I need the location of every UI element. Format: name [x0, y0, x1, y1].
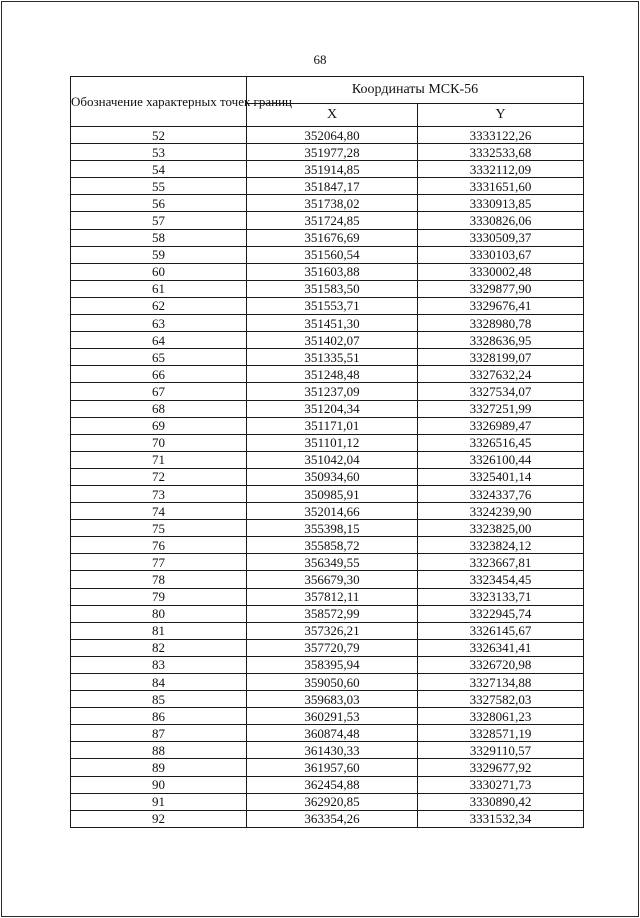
cell-point-number: 81: [71, 622, 247, 639]
cell-y: 3324337,76: [418, 485, 584, 502]
table-row: [71, 588, 584, 605]
table-row: [71, 434, 584, 451]
cell-x: 351914,85: [247, 161, 418, 178]
cell-x: 357720,79: [247, 639, 418, 656]
cell-x: 351204,34: [247, 400, 418, 417]
cell-y: 3329110,57: [418, 742, 584, 759]
table-row: [71, 485, 584, 502]
cell-point-number: 67: [71, 383, 247, 400]
table-body: [71, 127, 584, 828]
table-row: [71, 451, 584, 468]
cell-point-number: 89: [71, 759, 247, 776]
cell-x: 351603,88: [247, 263, 418, 280]
cell-point-number: 60: [71, 263, 247, 280]
cell-y: 3326989,47: [418, 417, 584, 434]
cell-x: 351101,12: [247, 434, 418, 451]
cell-point-number: 69: [71, 417, 247, 434]
table-row: [71, 195, 584, 212]
cell-point-number: 68: [71, 400, 247, 417]
cell-x: 351451,30: [247, 315, 418, 332]
cell-point-number: 92: [71, 810, 247, 827]
cell-point-number: 87: [71, 725, 247, 742]
cell-point-number: 61: [71, 280, 247, 297]
cell-point-number: 71: [71, 451, 247, 468]
cell-point-number: 83: [71, 656, 247, 673]
cell-point-number: 79: [71, 588, 247, 605]
cell-x: 351335,51: [247, 349, 418, 366]
cell-x: 352064,80: [247, 127, 418, 144]
cell-y: 3323133,71: [418, 588, 584, 605]
cell-y: 3332112,09: [418, 161, 584, 178]
cell-x: 358572,99: [247, 605, 418, 622]
table-row: [71, 725, 584, 742]
table-row: [71, 280, 584, 297]
cell-x: 359050,60: [247, 674, 418, 691]
cell-point-number: 82: [71, 639, 247, 656]
cell-x: 363354,26: [247, 810, 418, 827]
cell-x: 351560,54: [247, 246, 418, 263]
cell-point-number: 76: [71, 537, 247, 554]
cell-y: 3329677,92: [418, 759, 584, 776]
table-row: [71, 776, 584, 793]
cell-x: 362454,88: [247, 776, 418, 793]
cell-y: 3330890,42: [418, 793, 584, 810]
cell-point-number: 90: [71, 776, 247, 793]
cell-point-number: 91: [71, 793, 247, 810]
header-y: Y: [418, 104, 584, 127]
table-row: [71, 297, 584, 314]
cell-y: 3327582,03: [418, 691, 584, 708]
cell-x: 351553,71: [247, 297, 418, 314]
cell-point-number: 65: [71, 349, 247, 366]
cell-x: 359683,03: [247, 691, 418, 708]
cell-y: 3330002,48: [418, 263, 584, 280]
cell-y: 3323454,45: [418, 571, 584, 588]
cell-y: 3329676,41: [418, 297, 584, 314]
cell-point-number: 53: [71, 144, 247, 161]
cell-point-number: 74: [71, 503, 247, 520]
table-row: [71, 571, 584, 588]
cell-x: 350934,60: [247, 468, 418, 485]
cell-y: 3322945,74: [418, 605, 584, 622]
cell-y: 3326100,44: [418, 451, 584, 468]
table-row: [71, 605, 584, 622]
table-row: [71, 793, 584, 810]
table-row: [71, 212, 584, 229]
cell-x: 351676,69: [247, 229, 418, 246]
table-row: [71, 229, 584, 246]
cell-y: 3329877,90: [418, 280, 584, 297]
cell-x: 356349,55: [247, 554, 418, 571]
cell-y: 3326145,67: [418, 622, 584, 639]
coordinates-table: [70, 76, 584, 828]
table-row: [71, 674, 584, 691]
table-row: [71, 366, 584, 383]
cell-point-number: 73: [71, 485, 247, 502]
table-row: [71, 468, 584, 485]
cell-y: 3331532,34: [418, 810, 584, 827]
cell-point-number: 63: [71, 315, 247, 332]
cell-x: 351847,17: [247, 178, 418, 195]
table-row: [71, 332, 584, 349]
table-row: [71, 246, 584, 263]
cell-point-number: 88: [71, 742, 247, 759]
cell-x: 361957,60: [247, 759, 418, 776]
table-row: [71, 759, 584, 776]
cell-y: 3332533,68: [418, 144, 584, 161]
header-x: X: [247, 104, 418, 127]
cell-x: 351402,07: [247, 332, 418, 349]
cell-x: 361430,33: [247, 742, 418, 759]
cell-y: 3323667,81: [418, 554, 584, 571]
cell-y: 3327534,07: [418, 383, 584, 400]
cell-y: 3326341,41: [418, 639, 584, 656]
cell-point-number: 58: [71, 229, 247, 246]
cell-y: 3328636,95: [418, 332, 584, 349]
table-row: [71, 417, 584, 434]
cell-x: 352014,66: [247, 503, 418, 520]
cell-point-number: 64: [71, 332, 247, 349]
table-row: [71, 178, 584, 195]
cell-x: 360874,48: [247, 725, 418, 742]
cell-y: 3331651,60: [418, 178, 584, 195]
cell-point-number: 84: [71, 674, 247, 691]
cell-x: 355858,72: [247, 537, 418, 554]
cell-point-number: 70: [71, 434, 247, 451]
table-row: [71, 622, 584, 639]
cell-y: 3327632,24: [418, 366, 584, 383]
header-coordinates-msk56: Координаты МСК-56: [247, 77, 584, 104]
table-row: [71, 742, 584, 759]
cell-x: 351724,85: [247, 212, 418, 229]
table-row: [71, 127, 584, 144]
cell-y: 3328571,19: [418, 725, 584, 742]
cell-y: 3328061,23: [418, 708, 584, 725]
table-row: [71, 503, 584, 520]
cell-x: 351042,04: [247, 451, 418, 468]
cell-x: 362920,85: [247, 793, 418, 810]
cell-y: 3323825,00: [418, 520, 584, 537]
cell-y: 3323824,12: [418, 537, 584, 554]
header-point-designation: Обозначение характерных точек границ: [71, 77, 247, 127]
table-row: [71, 383, 584, 400]
cell-point-number: 77: [71, 554, 247, 571]
cell-point-number: 66: [71, 366, 247, 383]
cell-point-number: 86: [71, 708, 247, 725]
cell-x: 351237,09: [247, 383, 418, 400]
table-row: [71, 691, 584, 708]
cell-point-number: 59: [71, 246, 247, 263]
cell-point-number: 85: [71, 691, 247, 708]
cell-y: 3324239,90: [418, 503, 584, 520]
cell-x: 351977,28: [247, 144, 418, 161]
table-row: [71, 315, 584, 332]
cell-y: 3330103,67: [418, 246, 584, 263]
cell-point-number: 52: [71, 127, 247, 144]
table-row: [71, 520, 584, 537]
cell-y: 3328980,78: [418, 315, 584, 332]
cell-y: 3330913,85: [418, 195, 584, 212]
table-row: [71, 161, 584, 178]
cell-y: 3328199,07: [418, 349, 584, 366]
table-row: [71, 639, 584, 656]
table-row: [71, 349, 584, 366]
cell-point-number: 80: [71, 605, 247, 622]
cell-point-number: 72: [71, 468, 247, 485]
cell-y: 3330826,06: [418, 212, 584, 229]
cell-x: 358395,94: [247, 656, 418, 673]
cell-y: 3325401,14: [418, 468, 584, 485]
cell-y: 3330509,37: [418, 229, 584, 246]
cell-point-number: 78: [71, 571, 247, 588]
cell-x: 351738,02: [247, 195, 418, 212]
cell-x: 351583,50: [247, 280, 418, 297]
cell-x: 357326,21: [247, 622, 418, 639]
cell-y: 3326720,98: [418, 656, 584, 673]
table-row: [71, 400, 584, 417]
cell-x: 356679,30: [247, 571, 418, 588]
table-row: [71, 554, 584, 571]
cell-point-number: 54: [71, 161, 247, 178]
cell-point-number: 62: [71, 297, 247, 314]
cell-x: 357812,11: [247, 588, 418, 605]
table-row: [71, 708, 584, 725]
cell-x: 360291,53: [247, 708, 418, 725]
table-row: [71, 537, 584, 554]
table-row: [71, 810, 584, 827]
cell-x: 350985,91: [247, 485, 418, 502]
cell-x: 355398,15: [247, 520, 418, 537]
cell-point-number: 75: [71, 520, 247, 537]
cell-point-number: 57: [71, 212, 247, 229]
cell-x: 351248,48: [247, 366, 418, 383]
table-row: [71, 656, 584, 673]
table-row: [71, 263, 584, 280]
cell-y: 3333122,26: [418, 127, 584, 144]
table-row: [71, 144, 584, 161]
cell-x: 351171,01: [247, 417, 418, 434]
cell-point-number: 55: [71, 178, 247, 195]
cell-y: 3327134,88: [418, 674, 584, 691]
page-number: 68: [313, 52, 327, 67]
cell-point-number: 56: [71, 195, 247, 212]
cell-y: 3327251,99: [418, 400, 584, 417]
cell-y: 3326516,45: [418, 434, 584, 451]
cell-y: 3330271,73: [418, 776, 584, 793]
